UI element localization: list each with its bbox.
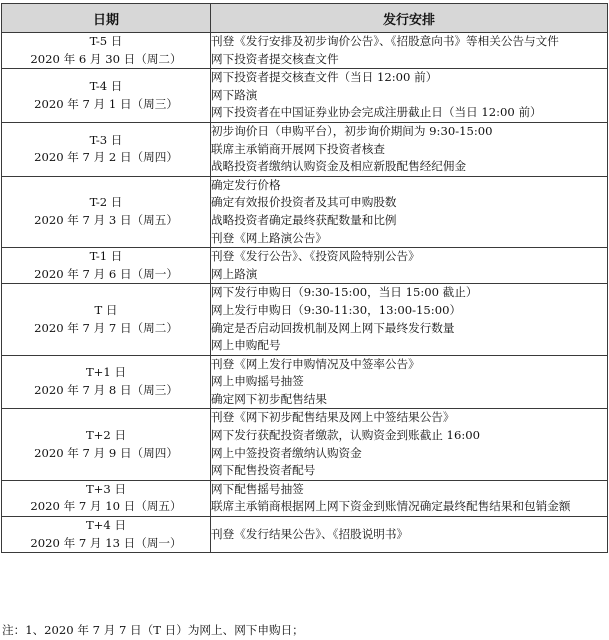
arrangement-item: 刊登《网上路演公告》 — [211, 230, 327, 245]
arrangement-item: 网下发行申购日（9:30-15:00，当日 15:00 截止） — [211, 285, 478, 300]
calendar-date: 2020 年 7 月 1 日（周三） — [34, 96, 178, 111]
arrangement-item: 初步询价日（申购平台），初步询价期间为 9:30-15:00 — [211, 123, 493, 138]
date-cell — [2, 517, 211, 553]
day-label: T-5 日 — [89, 34, 123, 48]
arrangement-item: 网下配售投资者配号 — [211, 463, 316, 478]
arrangement-item: 网下配售摇号抽签 — [211, 481, 304, 496]
date-cell — [2, 69, 211, 123]
table-row — [2, 248, 608, 284]
arrangement-cell — [211, 248, 608, 284]
day-label: T-3 日 — [89, 132, 123, 147]
date-cell — [2, 409, 211, 480]
arrangement-item: 刊登《发行安排及初步询价公告》、《招股意向书》等相关公告与文件 — [211, 34, 559, 48]
arrangement-cell — [211, 409, 608, 480]
arrangement-cell — [211, 176, 608, 247]
footnote: 注：1、2020 年 7 月 7 日（T 日）为网上、网下申购日； — [2, 623, 304, 637]
arrangement-item: 网下投资者提交核查文件 — [211, 51, 339, 66]
arrangement-item: 确定发行价格 — [211, 177, 281, 192]
day-label: T+4 日 — [85, 518, 127, 533]
issuance-schedule-table — [1, 3, 608, 553]
calendar-date: 2020 年 7 月 8 日（周三） — [34, 383, 178, 398]
date-cell — [2, 176, 211, 247]
arrangement-item: 刊登《发行结果公告》、《招股说明书》 — [211, 526, 409, 541]
day-label: T-2 日 — [89, 195, 123, 210]
arrangement-item: 网上路演 — [211, 266, 258, 281]
arrangement-cell — [211, 122, 608, 176]
calendar-date: 2020 年 7 月 2 日（周四） — [34, 150, 178, 165]
table-body — [2, 33, 608, 553]
day-label: T+3 日 — [85, 481, 127, 496]
table-header-row — [2, 4, 608, 33]
table-row — [2, 122, 608, 176]
date-cell — [2, 355, 211, 409]
table-row — [2, 517, 608, 553]
arrangement-item: 网上中签投资者缴纳认购资金 — [211, 445, 362, 460]
date-cell — [2, 248, 211, 284]
arrangement-item: 刊登《网下初步配售结果及网上中签结果公告》 — [211, 410, 455, 425]
date-cell — [2, 284, 211, 355]
arrangement-item: 刊登《网上发行申购情况及中签率公告》 — [211, 356, 420, 371]
arrangement-item: 网下路演 — [211, 87, 258, 102]
arrangement-item: 网下投资者在中国证券业协会完成注册截止日（当日 12:00 前） — [211, 105, 542, 120]
table-row — [2, 409, 608, 480]
arrangement-item: 确定有效报价投资者及其可申购股数 — [211, 195, 397, 210]
arrangement-item: 刊登《发行公告》、《投资风险特别公告》 — [211, 249, 420, 264]
table-row — [2, 69, 608, 123]
day-label: T-4 日 — [89, 78, 123, 93]
table-row — [2, 355, 608, 409]
table-row — [2, 480, 608, 516]
arrangement-cell — [211, 33, 608, 69]
table-row — [2, 33, 608, 69]
table-row — [2, 284, 608, 355]
date-cell — [2, 33, 211, 69]
day-label: T 日 — [94, 302, 118, 317]
date-cell — [2, 122, 211, 176]
table-row — [2, 176, 608, 247]
arrangement-item: 联席主承销商开展网下投资者核查 — [211, 141, 385, 156]
header-date: 日期 — [2, 4, 211, 33]
calendar-date: 2020 年 7 月 7 日（周二） — [34, 320, 178, 335]
arrangement-item: 战略投资者缴纳认购资金及相应新股配售经纪佣金 — [211, 159, 467, 174]
arrangement-item: 网上申购配号 — [211, 338, 281, 353]
calendar-date: 2020 年 7 月 3 日（周五） — [34, 212, 178, 227]
calendar-date: 2020 年 6 月 30 日（周二） — [30, 51, 182, 66]
arrangement-item: 网上发行申购日（9:30-11:30，13:00-15:00） — [211, 302, 462, 317]
calendar-date: 2020 年 7 月 13 日（周一） — [30, 535, 182, 550]
arrangement-item: 战略投资者确定最终获配数量和比例 — [211, 212, 397, 227]
day-label: T-1 日 — [89, 249, 123, 264]
arrangement-item: 联席主承销商根据网上网下资金到账情况确定最终配售结果和包销金额 — [211, 499, 571, 514]
arrangement-cell — [211, 480, 608, 516]
day-label: T+1 日 — [85, 365, 127, 380]
arrangement-item: 确定网下初步配售结果 — [211, 391, 327, 406]
arrangement-cell — [211, 284, 608, 355]
calendar-date: 2020 年 7 月 6 日（周一） — [34, 266, 178, 281]
header-arrangement: 发行安排 — [211, 4, 608, 33]
calendar-date: 2020 年 7 月 9 日（周四） — [34, 445, 178, 460]
arrangement-item: 网下发行获配投资者缴款，认购资金到账截止 16:00 — [211, 428, 480, 443]
arrangement-cell — [211, 355, 608, 409]
day-label: T+2 日 — [85, 428, 127, 443]
arrangement-item: 网上申购摇号抽签 — [211, 374, 304, 389]
arrangement-item: 确定是否启动回拨机制及网上网下最终发行数量 — [211, 320, 455, 335]
date-cell — [2, 480, 211, 516]
arrangement-cell — [211, 517, 608, 553]
arrangement-item: 网下投资者提交核查文件（当日 12:00 前） — [211, 70, 438, 85]
calendar-date: 2020 年 7 月 10 日（周五） — [30, 499, 182, 514]
arrangement-cell — [211, 69, 608, 123]
